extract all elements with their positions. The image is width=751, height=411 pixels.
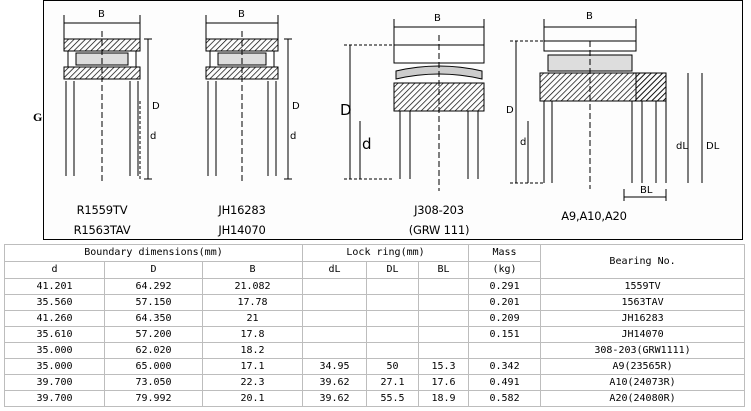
drawing-4-caption-1: A9,A10,A20 [561, 209, 627, 223]
drawing-3-caption-1: J308-203 [414, 203, 464, 217]
cell-bearing: 308-203(GRW1111) [541, 343, 745, 359]
cell-DL [367, 311, 419, 327]
cell-mass: 0.291 [469, 279, 541, 295]
cell-d: 41.260 [5, 311, 105, 327]
cell-DL: 55.5 [367, 391, 419, 407]
cell-d: 35.610 [5, 327, 105, 343]
header-col-BL: BL [419, 262, 469, 279]
drawing-4-dim-d-inner: d [520, 137, 527, 148]
cell-BL [419, 295, 469, 311]
bearing-drawings-panel [43, 0, 743, 240]
cell-D: 64.350 [105, 311, 203, 327]
cell-D: 65.000 [105, 359, 203, 375]
cell-DL: 50 [367, 359, 419, 375]
header-col-B: B [203, 262, 303, 279]
drawing-1-caption-1: R1559TV [76, 203, 128, 217]
cell-B: 18.2 [203, 343, 303, 359]
header-lock-ring: Lock ring(mm) [303, 245, 469, 262]
header-col-DL: DL [367, 262, 419, 279]
cell-d: 39.700 [5, 391, 105, 407]
drawing-4-dim-dl: dL [676, 141, 688, 152]
cell-dL: 34.95 [303, 359, 367, 375]
cell-BL [419, 279, 469, 295]
drawing-2-dim-d-outer: D [292, 101, 300, 112]
drawing-3-dim-d-outer: D [340, 101, 352, 119]
drawing-3-caption-2: (GRW 111) [408, 223, 470, 237]
drawing-3-dim-d-inner: d [362, 135, 372, 153]
cell-dL [303, 311, 367, 327]
drawing-4-dim-b: B [586, 11, 593, 22]
cell-mass: 0.151 [469, 327, 541, 343]
cell-dL [303, 327, 367, 343]
table-row [5, 359, 745, 375]
cell-mass [469, 343, 541, 359]
drawing-4-dim-Dl: DL [706, 141, 720, 152]
cell-BL [419, 343, 469, 359]
cell-d: 35.000 [5, 359, 105, 375]
cell-mass: 0.201 [469, 295, 541, 311]
cell-DL [367, 279, 419, 295]
drawing-2-dim-b: B [238, 9, 245, 20]
cell-DL [367, 295, 419, 311]
cell-mass: 0.209 [469, 311, 541, 327]
cell-D: 64.292 [105, 279, 203, 295]
cell-B: 21 [203, 311, 303, 327]
cell-dL: 39.62 [303, 391, 367, 407]
cell-BL: 18.9 [419, 391, 469, 407]
cell-DL [367, 327, 419, 343]
bearing-drawing-1 [64, 15, 152, 181]
cell-d: 39.700 [5, 375, 105, 391]
bearing-drawing-3 [344, 19, 484, 191]
side-label: G [33, 110, 43, 124]
cell-D: 57.150 [105, 295, 203, 311]
table-row [5, 375, 745, 391]
bearing-drawing-2 [206, 15, 292, 181]
cell-D: 73.050 [105, 375, 203, 391]
drawing-1-caption-2: R1563TAV [73, 223, 131, 237]
bearing-drawing-4 [510, 19, 702, 201]
cell-d: 41.201 [5, 279, 105, 295]
cell-bearing: 1559TV [541, 279, 745, 295]
cell-bearing: A20(24080R) [541, 391, 745, 407]
cell-bearing: JH16283 [541, 311, 745, 327]
cell-dL: 39.62 [303, 375, 367, 391]
cell-B: 20.1 [203, 391, 303, 407]
cell-DL: 27.1 [367, 375, 419, 391]
specification-table [4, 244, 745, 407]
cell-B: 17.8 [203, 327, 303, 343]
table-row [5, 343, 745, 359]
cell-dL [303, 343, 367, 359]
cell-mass: 0.582 [469, 391, 541, 407]
header-boundary-dimensions: Boundary dimensions(mm) [5, 245, 303, 262]
cell-BL: 17.6 [419, 375, 469, 391]
drawing-4-dim-bl: BL [640, 185, 653, 196]
cell-D: 62.020 [105, 343, 203, 359]
cell-d: 35.560 [5, 295, 105, 311]
table-row [5, 295, 745, 311]
drawing-2-caption-1: JH16283 [218, 203, 266, 217]
cell-DL [367, 343, 419, 359]
header-mass: Mass [469, 245, 541, 262]
cell-D: 79.992 [105, 391, 203, 407]
cell-B: 21.082 [203, 279, 303, 295]
drawing-3-dim-b: B [434, 13, 441, 24]
drawing-2-dim-d-inner: d [290, 131, 297, 142]
drawing-2-caption-2: JH14070 [218, 223, 266, 237]
drawing-1-dim-d-inner: d [150, 131, 157, 142]
cell-D: 57.200 [105, 327, 203, 343]
cell-dL [303, 279, 367, 295]
cell-bearing: A10(24073R) [541, 375, 745, 391]
cell-bearing: 1563TAV [541, 295, 745, 311]
drawing-1-dim-b: B [98, 9, 105, 20]
header-col-d: d [5, 262, 105, 279]
cell-mass: 0.491 [469, 375, 541, 391]
cell-BL [419, 327, 469, 343]
table-row [5, 327, 745, 343]
cell-d: 35.000 [5, 343, 105, 359]
cell-mass: 0.342 [469, 359, 541, 375]
table-row [5, 311, 745, 327]
drawing-4-dim-d-outer: D [506, 105, 514, 116]
cell-BL: 15.3 [419, 359, 469, 375]
header-col-D: D [105, 262, 203, 279]
header-mass-unit: (kg) [469, 262, 541, 279]
header-bearing-no: Bearing No. [541, 245, 745, 279]
table-row [5, 279, 745, 295]
header-col-dL: dL [303, 262, 367, 279]
cell-bearing: JH14070 [541, 327, 745, 343]
cell-bearing: A9(23565R) [541, 359, 745, 375]
cell-B: 17.1 [203, 359, 303, 375]
cell-dL [303, 295, 367, 311]
table-row [5, 391, 745, 407]
cell-BL [419, 311, 469, 327]
cell-B: 17.78 [203, 295, 303, 311]
cell-B: 22.3 [203, 375, 303, 391]
drawing-1-dim-d-outer: D [152, 101, 160, 112]
